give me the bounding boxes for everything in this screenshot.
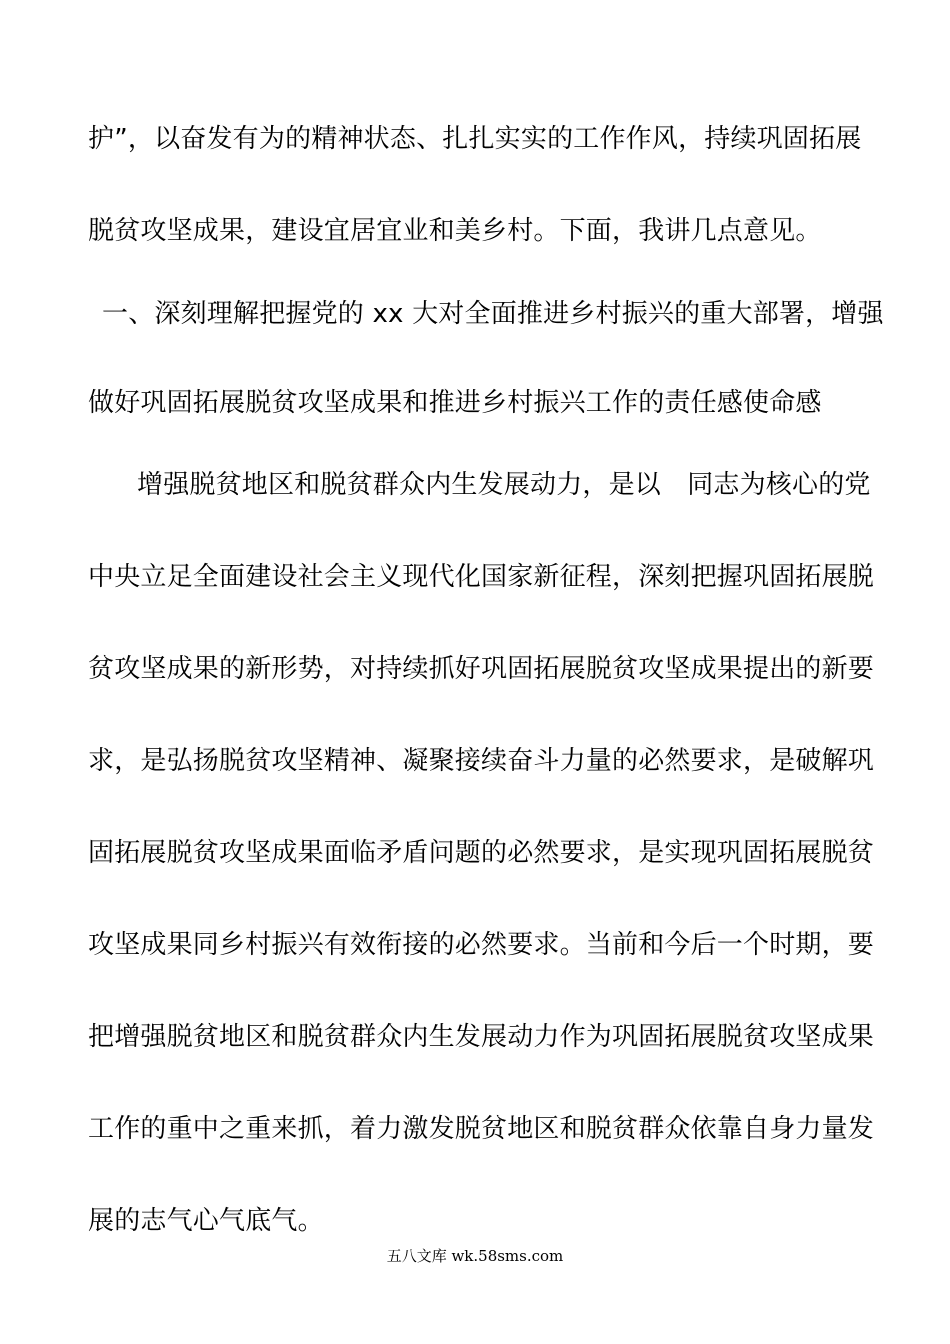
paragraph-line: 求，是弘扬脱贫攻坚精神、凝聚接续奋斗力量的必然要求，是破解巩 [88,746,875,776]
paragraph-line: 把增强脱贫地区和脱贫群众内生发展动力作为巩固拓展脱贫攻坚成果 [88,1022,875,1052]
paragraph-line: 展的志气心气底气。 [88,1206,324,1236]
paragraph-line: 脱贫攻坚成果，建设宜居宜业和美乡村。下面，我讲几点意见。 [88,216,822,246]
page-footer: 五八文库 wk.58sms.com [386,1247,564,1265]
paragraph-line: 工作的重中之重来抓，着力激发脱贫地区和脱贫群众依靠自身力量发 [88,1114,875,1144]
paragraph-line: 中央立足全面建设社会主义现代化国家新征程，深刻把握巩固拓展脱 [88,562,875,592]
paragraph-line: 攻坚成果同乡村振兴有效衔接的必然要求。当前和今后一个时期，要 [88,930,875,960]
paragraph-line: 固拓展脱贫攻坚成果面临矛盾问题的必然要求，是实现巩固拓展脱贫 [88,838,875,868]
section-heading-line: 一、深刻理解把握党的 xx 大对全面推进乡村振兴的重大部署，增强 [102,299,884,329]
paragraph-line: 护”，以奋发有为的精神状态、扎扎实实的工作作风，持续巩固拓展 [88,124,862,154]
paragraph-line: 增强脱贫地区和脱贫群众内生发展动力，是以 同志为核心的党 [137,470,871,500]
section-heading-line: 做好巩固拓展脱贫攻坚成果和推进乡村振兴工作的责任感使命感 [88,388,822,418]
paragraph-line: 贫攻坚成果的新形势，对持续抓好巩固拓展脱贫攻坚成果提出的新要 [88,654,875,684]
